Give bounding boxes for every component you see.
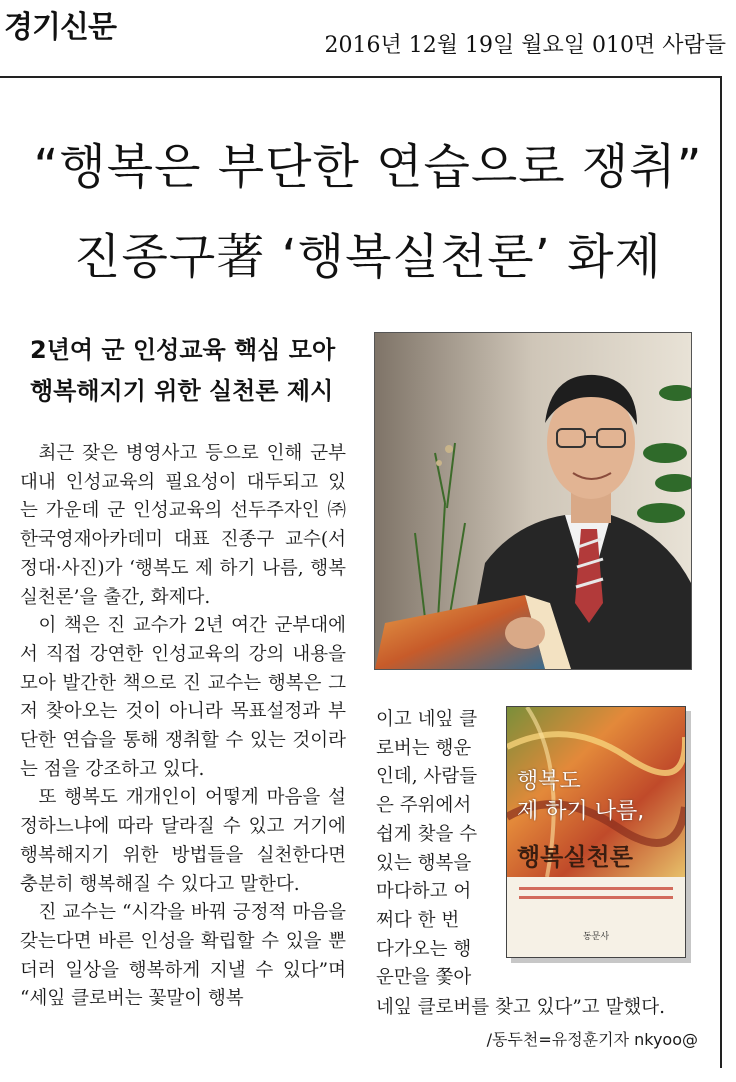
book-cover-art [507, 707, 685, 957]
side-column-line: 마다하고 어 [376, 881, 472, 903]
book-title-main: 행복실천론 [517, 843, 633, 871]
issue-date-line: 2016년 12월 19일 월요일 010면 사람들 [324, 33, 726, 58]
side-column-line: 이고 네잎 클 [376, 709, 478, 730]
article-body [20, 440, 346, 1014]
author-portrait-image [375, 333, 691, 669]
article-closing-line: 네잎 클로버를 찾고 있다”고 말했다. [376, 997, 666, 1018]
body-paragraph: 또 행복도 개개인이 어떻게 마음을 설정하느냐에 따라 달라질 수 있고 거기에 행복해지기 위한 방법들을 실천한다면 충분히 행복해질 수 있다고 말한다. [20, 787, 346, 895]
book-blurb-lines [519, 887, 673, 905]
headline-line-1: “행복은 부단한 연습으로 쟁취” [33, 139, 703, 195]
book-title-script [517, 767, 644, 827]
body-paragraph: 이 책은 진 교수가 2년 여간 군부대에서 직접 강연한 인성교육의 강의 내용을 모아 발간한 책으로 진 교수는 행복은 그저 찾아오는 것이 아니라 목표설정과 부단한 연습을 통해 쟁취할 수 있는 것이라는 점을 강조하고 있다. [20, 615, 346, 780]
side-column-line: 로버는 행운 [376, 737, 472, 759]
subheadline-line-1: 2년여 군 인성교육 핵심 모아 [30, 336, 336, 364]
book-title-line-1: 행복도 [517, 769, 581, 794]
masthead [0, 0, 736, 60]
subheadline-line-2: 행복해지기 위한 실천론 제시 [30, 377, 334, 405]
book-title-line-2: 제 하기 나름, [517, 799, 645, 824]
author-photo [374, 332, 692, 670]
side-column-line: 쉽게 찾을 수 [376, 823, 478, 845]
reporter-byline: /동두천=유정훈기자 nkyoo@ [486, 1030, 698, 1049]
body-paragraph: 최근 잦은 병영사고 등으로 인해 군부대내 인성교육의 필요성이 대두되고 있는 가운데 군 인성교육의 선두주자인 ㈜한국영재아카데미 대표 진종구 교수(서정대·사진)가 ‘행복도 제 하기 나름, 행복실천론’을 출간, 화제다. [20, 443, 346, 608]
side-column-line: 은 주위에서 [376, 795, 472, 817]
side-column-line: 다가오는 행 [376, 938, 472, 960]
newspaper-name: 경기신문 [4, 10, 116, 45]
side-column-line: 있는 행복을 [376, 852, 472, 874]
side-column-line: 인데, 사람들 [376, 766, 478, 788]
article-side-column [376, 706, 500, 993]
body-paragraph: 진 교수는 “시각을 바꿔 긍정적 마음을 갖는다면 바른 인성을 확립할 수 있을 뿐더러 일상을 행복하게 지낼 수 있다”며 “세잎 클로버는 꽃말이 행복 [20, 902, 346, 1010]
side-column-line: 운만을 쫓아 [376, 967, 472, 989]
headline-line-2: 진종구著 ‘행복실천론’ 화제 [74, 229, 662, 285]
book-publisher: 동문사 [582, 932, 610, 942]
side-column-line: 쩌다 한 번 [376, 909, 460, 931]
book-cover-image [506, 706, 686, 958]
